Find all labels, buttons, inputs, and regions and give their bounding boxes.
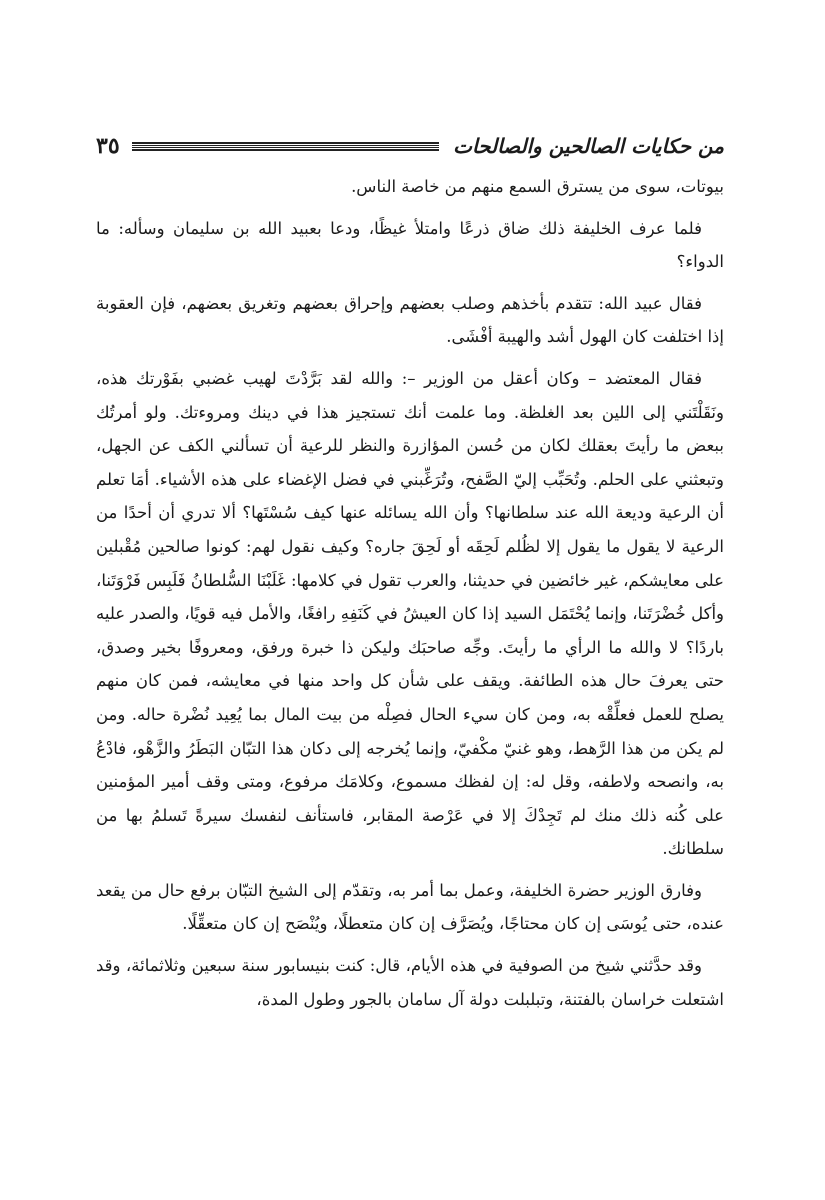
body-text bbox=[96, 170, 724, 1024]
page-number: ٣٥ bbox=[96, 133, 120, 159]
paragraph: بيوتات، سوى من يسترق السمع منهم من خاصة الناس. bbox=[351, 177, 724, 196]
paragraph: فقال عبيد الله: تتقدم بأخذهم وصلب بعضهم وإحراق بعضهم وتغريق بعضهم، فإن العقوبة إذا اختلفت كان الهول أشد والهيبة أفْشَى. bbox=[96, 293, 724, 347]
paragraph: وفارق الوزير حضرة الخليفة، وعمل بما أمر به، وتقدّم إلى الشيخ التبّان برفع حال من يقعد عنده، حتى يُوسَى إن كان محتاجًا، ويُصَرَّف إن كان متعطلًا، ويُنْصَح إن كان متعقِّلًا. bbox=[96, 880, 724, 934]
paragraph: فقال المعتضد – وكان أعقل من الوزير –: والله لقد بَرَّدْتَ لهيب غضبي بفَوْرتك هذه، ونَقَلْتَني إلى اللين بعد الغلظة. وما علمت أنك تستجيز هذا في دينك ومروءتك. ولو أمرتُك ببعض ما رأيتَ بعقلك لكان من حُسن المؤازرة والنظر للرعية أن تسألني الكف عن الجهل، وتبعثني على الحلم. وتُحَبِّب إليّ الصَّفح، وتُرَغِّبني في فضل الإغضاء على هذه الأشياء. أمَا تعلم أن الرعية وديعة الله عند سلطانها؟ وأن الله يسائله عنها كيف سُسْتَها؟ ألا تدري أن أحدًا من الرعية لا يقول ما يقول إلا لظُلم لَحِقَه أو لَحِقَ جاره؟ وكيف نقول لهم: كونوا صالحين مُقْبلين على معايشكم، غير خائضين في حديثنا، والعرب تقول في كلامها: غَلَبْنَا السُّلطانُ فَلَبِس فَرْوَتَنا، وأكل خُضْرَتَنا، وإنما يُحْتَمَل السيد إذا كان العيشُ في كَنَفِهِ رافغًا، والأمل فيه قويًا، والصدر عليه باردًا؟ لا والله ما الرأي ما رأيتَ. وجِّه صاحبَك وليكن ذا خبرة ورفق، ومعروفًا بخير وصدق، حتى يعرفَ حال هذه الطائفة. ويقف على شأن كل واحد منها في معايشه، فمن كان منهم يصلح للعمل فعلِّقْه به، ومن كان سيء الحال فصِلْه من بيت المال بما يُعِيد نُضْرة حاله. ومن لم يكن من هذا الرَّهط، وهو غنيّ مكْفيّ، وإنما يُخرجه إلى دكان هذا التبّان البَطَرُ والزَّهْو، فادْعُ به، وانصحه ولاطفه، وقل له: إن لفظك مسموع، وكلامَك مرفوع، ومتى وقف أمير المؤمنين على كُنه ذلك منك لم تَجِدْكَ إلا في عَرْصة المقابر، فاستأنف لنفسك سيرةً تَسلمُ بها من سلطانك. bbox=[96, 368, 724, 859]
header-rule bbox=[132, 142, 440, 151]
paragraph: فلما عرف الخليفة ذلك ضاق ذرعًا وامتلأ غيظًا، ودعا بعبيد الله بن سليمان وسأله: ما الدواء؟ bbox=[96, 218, 724, 272]
paragraph: وقد حدَّثني شيخ من الصوفية في هذه الأيام، قال: كنت بنيسابور سنة سبعين وثلاثمائة، وقد اشتعلت خراسان بالفتنة، وتبلبلت دولة آل سامان بالجور وطول المدة، bbox=[96, 956, 724, 1009]
running-header-title: من حكايات الصالحين والصالحات bbox=[453, 134, 724, 158]
running-header bbox=[96, 126, 724, 166]
